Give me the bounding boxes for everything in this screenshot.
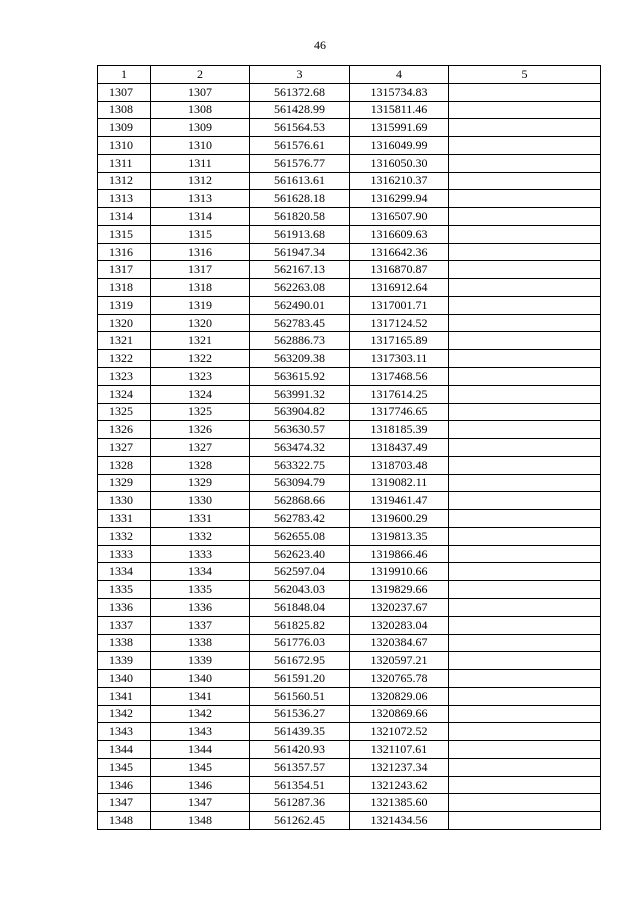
cell-coordinate-x: 561536.27 [250, 705, 350, 723]
table-header [98, 66, 601, 84]
cell-point-number: 1341 [98, 687, 151, 705]
cell-coordinate-y: 1317303.11 [350, 350, 449, 368]
table-row [98, 563, 601, 581]
cell-coordinate-y: 1315991.69 [350, 119, 449, 137]
coordinates-table [97, 65, 601, 830]
cell-point-id: 1339 [151, 652, 250, 670]
cell-coordinate-x: 562490.01 [250, 296, 350, 314]
cell-note [449, 314, 601, 332]
cell-coordinate-x: 562597.04 [250, 563, 350, 581]
cell-point-id: 1343 [151, 723, 250, 741]
cell-note [449, 439, 601, 457]
cell-point-number: 1317 [98, 261, 151, 279]
cell-point-number: 1329 [98, 474, 151, 492]
cell-coordinate-y: 1316609.63 [350, 225, 449, 243]
cell-coordinate-y: 1320384.67 [350, 634, 449, 652]
table-row [98, 510, 601, 528]
cell-point-id: 1318 [151, 279, 250, 297]
cell-note [449, 545, 601, 563]
cell-point-id: 1334 [151, 563, 250, 581]
cell-coordinate-y: 1319461.47 [350, 492, 449, 510]
cell-coordinate-x: 562167.13 [250, 261, 350, 279]
cell-coordinate-y: 1319813.35 [350, 527, 449, 545]
table-row [98, 527, 601, 545]
cell-point-id: 1332 [151, 527, 250, 545]
column-header-2: 2 [151, 66, 250, 84]
cell-point-id: 1341 [151, 687, 250, 705]
cell-point-number: 1345 [98, 758, 151, 776]
cell-coordinate-x: 562783.42 [250, 510, 350, 528]
cell-point-number: 1323 [98, 368, 151, 386]
cell-point-id: 1323 [151, 368, 250, 386]
table-row [98, 687, 601, 705]
cell-coordinate-y: 1319866.46 [350, 545, 449, 563]
cell-coordinate-x: 561576.61 [250, 137, 350, 155]
table-row [98, 741, 601, 759]
cell-coordinate-x: 562263.08 [250, 279, 350, 297]
table-row [98, 154, 601, 172]
cell-note [449, 456, 601, 474]
cell-note [449, 101, 601, 119]
cell-coordinate-x: 561613.61 [250, 172, 350, 190]
cell-point-number: 1331 [98, 510, 151, 528]
cell-point-id: 1320 [151, 314, 250, 332]
cell-note [449, 741, 601, 759]
cell-point-number: 1335 [98, 581, 151, 599]
cell-coordinate-y: 1319910.66 [350, 563, 449, 581]
table-row [98, 794, 601, 812]
cell-point-id: 1326 [151, 421, 250, 439]
table-row [98, 545, 601, 563]
cell-coordinate-x: 561354.51 [250, 776, 350, 794]
cell-coordinate-y: 1317614.25 [350, 385, 449, 403]
table-row [98, 634, 601, 652]
cell-coordinate-x: 563094.79 [250, 474, 350, 492]
cell-coordinate-x: 561287.36 [250, 794, 350, 812]
table-row [98, 225, 601, 243]
cell-coordinate-x: 561947.34 [250, 243, 350, 261]
cell-point-number: 1332 [98, 527, 151, 545]
cell-coordinate-y: 1320829.06 [350, 687, 449, 705]
cell-point-id: 1336 [151, 598, 250, 616]
cell-point-number: 1333 [98, 545, 151, 563]
cell-coordinate-y: 1316210.37 [350, 172, 449, 190]
cell-point-id: 1331 [151, 510, 250, 528]
cell-note [449, 687, 601, 705]
cell-coordinate-x: 561825.82 [250, 616, 350, 634]
cell-coordinate-y: 1318185.39 [350, 421, 449, 439]
cell-point-number: 1318 [98, 279, 151, 297]
cell-note [449, 705, 601, 723]
table-row [98, 368, 601, 386]
cell-coordinate-x: 562043.03 [250, 581, 350, 599]
cell-point-number: 1328 [98, 456, 151, 474]
table-row [98, 243, 601, 261]
cell-coordinate-y: 1320597.21 [350, 652, 449, 670]
cell-coordinate-y: 1321243.62 [350, 776, 449, 794]
cell-coordinate-y: 1320869.66 [350, 705, 449, 723]
cell-note [449, 634, 601, 652]
cell-coordinate-y: 1316507.90 [350, 208, 449, 226]
cell-note [449, 332, 601, 350]
cell-note [449, 83, 601, 101]
cell-point-id: 1337 [151, 616, 250, 634]
cell-note [449, 261, 601, 279]
cell-coordinate-y: 1316912.64 [350, 279, 449, 297]
cell-point-number: 1307 [98, 83, 151, 101]
cell-point-number: 1313 [98, 190, 151, 208]
table-row [98, 332, 601, 350]
cell-note [449, 723, 601, 741]
cell-point-number: 1314 [98, 208, 151, 226]
cell-point-id: 1335 [151, 581, 250, 599]
cell-point-id: 1311 [151, 154, 250, 172]
column-header-3: 3 [250, 66, 350, 84]
cell-point-number: 1308 [98, 101, 151, 119]
cell-note [449, 492, 601, 510]
cell-note [449, 812, 601, 830]
cell-point-number: 1327 [98, 439, 151, 457]
table-row [98, 616, 601, 634]
cell-coordinate-y: 1317001.71 [350, 296, 449, 314]
table-row [98, 776, 601, 794]
cell-point-id: 1322 [151, 350, 250, 368]
cell-coordinate-x: 561576.77 [250, 154, 350, 172]
table-row [98, 350, 601, 368]
cell-point-number: 1338 [98, 634, 151, 652]
cell-point-number: 1319 [98, 296, 151, 314]
cell-point-number: 1343 [98, 723, 151, 741]
cell-coordinate-x: 561439.35 [250, 723, 350, 741]
page-number: 46 [314, 38, 326, 52]
cell-coordinate-y: 1321434.56 [350, 812, 449, 830]
cell-point-number: 1310 [98, 137, 151, 155]
table-row [98, 474, 601, 492]
cell-point-number: 1320 [98, 314, 151, 332]
cell-point-number: 1309 [98, 119, 151, 137]
table-row [98, 137, 601, 155]
cell-coordinate-x: 561820.58 [250, 208, 350, 226]
table-row [98, 456, 601, 474]
cell-note [449, 154, 601, 172]
cell-point-id: 1324 [151, 385, 250, 403]
cell-point-number: 1342 [98, 705, 151, 723]
cell-note [449, 208, 601, 226]
cell-point-number: 1347 [98, 794, 151, 812]
cell-coordinate-y: 1321237.34 [350, 758, 449, 776]
cell-coordinate-x: 563322.75 [250, 456, 350, 474]
table-row [98, 723, 601, 741]
cell-point-number: 1315 [98, 225, 151, 243]
cell-point-id: 1333 [151, 545, 250, 563]
cell-coordinate-y: 1317746.65 [350, 403, 449, 421]
cell-coordinate-x: 561672.95 [250, 652, 350, 670]
cell-coordinate-x: 563474.32 [250, 439, 350, 457]
cell-point-number: 1324 [98, 385, 151, 403]
cell-coordinate-y: 1317124.52 [350, 314, 449, 332]
cell-note [449, 190, 601, 208]
table-row [98, 492, 601, 510]
cell-point-id: 1312 [151, 172, 250, 190]
header-row [98, 66, 601, 84]
cell-note [449, 296, 601, 314]
cell-point-id: 1347 [151, 794, 250, 812]
cell-point-id: 1344 [151, 741, 250, 759]
cell-point-id: 1309 [151, 119, 250, 137]
cell-point-number: 1336 [98, 598, 151, 616]
cell-note [449, 616, 601, 634]
cell-point-number: 1326 [98, 421, 151, 439]
cell-coordinate-x: 561913.68 [250, 225, 350, 243]
cell-coordinate-x: 562655.08 [250, 527, 350, 545]
cell-point-id: 1348 [151, 812, 250, 830]
cell-coordinate-x: 562886.73 [250, 332, 350, 350]
cell-point-number: 1340 [98, 670, 151, 688]
cell-point-number: 1316 [98, 243, 151, 261]
cell-point-id: 1317 [151, 261, 250, 279]
table-row [98, 208, 601, 226]
cell-coordinate-x: 563209.38 [250, 350, 350, 368]
table-body [98, 83, 601, 829]
table-row [98, 812, 601, 830]
cell-note [449, 670, 601, 688]
table-row [98, 83, 601, 101]
cell-point-id: 1325 [151, 403, 250, 421]
cell-point-id: 1314 [151, 208, 250, 226]
cell-point-id: 1345 [151, 758, 250, 776]
cell-point-number: 1344 [98, 741, 151, 759]
column-header-5: 5 [449, 66, 601, 84]
cell-coordinate-y: 1318703.48 [350, 456, 449, 474]
cell-coordinate-y: 1317165.89 [350, 332, 449, 350]
column-header-1: 1 [98, 66, 151, 84]
cell-point-number: 1321 [98, 332, 151, 350]
cell-coordinate-x: 562783.45 [250, 314, 350, 332]
cell-coordinate-y: 1316050.30 [350, 154, 449, 172]
cell-point-number: 1311 [98, 154, 151, 172]
cell-point-id: 1316 [151, 243, 250, 261]
cell-coordinate-y: 1316642.36 [350, 243, 449, 261]
cell-coordinate-y: 1321072.52 [350, 723, 449, 741]
cell-point-id: 1342 [151, 705, 250, 723]
cell-coordinate-y: 1315734.83 [350, 83, 449, 101]
cell-point-id: 1340 [151, 670, 250, 688]
cell-coordinate-x: 561628.18 [250, 190, 350, 208]
table-row [98, 261, 601, 279]
cell-point-id: 1315 [151, 225, 250, 243]
cell-coordinate-y: 1316049.99 [350, 137, 449, 155]
cell-point-id: 1327 [151, 439, 250, 457]
cell-note [449, 225, 601, 243]
cell-point-id: 1328 [151, 456, 250, 474]
cell-coordinate-x: 562623.40 [250, 545, 350, 563]
cell-coordinate-y: 1320283.04 [350, 616, 449, 634]
cell-point-number: 1334 [98, 563, 151, 581]
cell-coordinate-y: 1318437.49 [350, 439, 449, 457]
cell-coordinate-x: 561776.03 [250, 634, 350, 652]
cell-coordinate-y: 1316299.94 [350, 190, 449, 208]
cell-coordinate-x: 561560.51 [250, 687, 350, 705]
table-row [98, 403, 601, 421]
table-row [98, 581, 601, 599]
table-row [98, 119, 601, 137]
cell-note [449, 279, 601, 297]
cell-point-id: 1307 [151, 83, 250, 101]
cell-coordinate-x: 561848.04 [250, 598, 350, 616]
table-row [98, 652, 601, 670]
cell-point-id: 1346 [151, 776, 250, 794]
cell-coordinate-y: 1319600.29 [350, 510, 449, 528]
cell-note [449, 758, 601, 776]
table-row [98, 670, 601, 688]
cell-coordinate-x: 561357.57 [250, 758, 350, 776]
table-row [98, 705, 601, 723]
table-row [98, 314, 601, 332]
cell-note [449, 137, 601, 155]
cell-coordinate-y: 1320765.78 [350, 670, 449, 688]
cell-note [449, 243, 601, 261]
cell-point-id: 1329 [151, 474, 250, 492]
cell-point-id: 1330 [151, 492, 250, 510]
cell-note [449, 776, 601, 794]
table-row [98, 385, 601, 403]
cell-point-id: 1338 [151, 634, 250, 652]
table-row [98, 172, 601, 190]
cell-note [449, 581, 601, 599]
cell-coordinate-y: 1321385.60 [350, 794, 449, 812]
cell-note [449, 563, 601, 581]
table-row [98, 101, 601, 119]
table-row [98, 439, 601, 457]
cell-note [449, 368, 601, 386]
cell-coordinate-x: 563615.92 [250, 368, 350, 386]
cell-coordinate-y: 1317468.56 [350, 368, 449, 386]
cell-coordinate-x: 563630.57 [250, 421, 350, 439]
cell-note [449, 510, 601, 528]
cell-point-id: 1313 [151, 190, 250, 208]
cell-point-number: 1322 [98, 350, 151, 368]
table-row [98, 598, 601, 616]
cell-note [449, 598, 601, 616]
cell-coordinate-x: 561564.53 [250, 119, 350, 137]
table-row [98, 758, 601, 776]
cell-point-id: 1308 [151, 101, 250, 119]
cell-coordinate-x: 561372.68 [250, 83, 350, 101]
cell-coordinate-x: 563991.32 [250, 385, 350, 403]
cell-coordinate-y: 1321107.61 [350, 741, 449, 759]
column-header-4: 4 [350, 66, 449, 84]
cell-point-id: 1319 [151, 296, 250, 314]
cell-point-id: 1310 [151, 137, 250, 155]
cell-point-number: 1337 [98, 616, 151, 634]
cell-coordinate-x: 562868.66 [250, 492, 350, 510]
cell-coordinate-x: 563904.82 [250, 403, 350, 421]
cell-coordinate-y: 1319082.11 [350, 474, 449, 492]
cell-note [449, 474, 601, 492]
cell-note [449, 527, 601, 545]
cell-point-number: 1348 [98, 812, 151, 830]
cell-point-number: 1330 [98, 492, 151, 510]
cell-note [449, 652, 601, 670]
table-row [98, 190, 601, 208]
cell-coordinate-y: 1319829.66 [350, 581, 449, 599]
cell-note [449, 172, 601, 190]
cell-coordinate-x: 561262.45 [250, 812, 350, 830]
cell-coordinate-x: 561591.20 [250, 670, 350, 688]
cell-note [449, 350, 601, 368]
cell-note [449, 421, 601, 439]
cell-point-number: 1339 [98, 652, 151, 670]
cell-note [449, 385, 601, 403]
cell-note [449, 403, 601, 421]
cell-point-id: 1321 [151, 332, 250, 350]
table-row [98, 421, 601, 439]
cell-point-number: 1312 [98, 172, 151, 190]
cell-coordinate-y: 1316870.87 [350, 261, 449, 279]
cell-coordinate-y: 1320237.67 [350, 598, 449, 616]
cell-coordinate-x: 561428.99 [250, 101, 350, 119]
cell-coordinate-y: 1315811.46 [350, 101, 449, 119]
cell-note [449, 119, 601, 137]
table-row [98, 296, 601, 314]
cell-point-number: 1346 [98, 776, 151, 794]
cell-note [449, 794, 601, 812]
cell-point-number: 1325 [98, 403, 151, 421]
cell-coordinate-x: 561420.93 [250, 741, 350, 759]
table-row [98, 279, 601, 297]
